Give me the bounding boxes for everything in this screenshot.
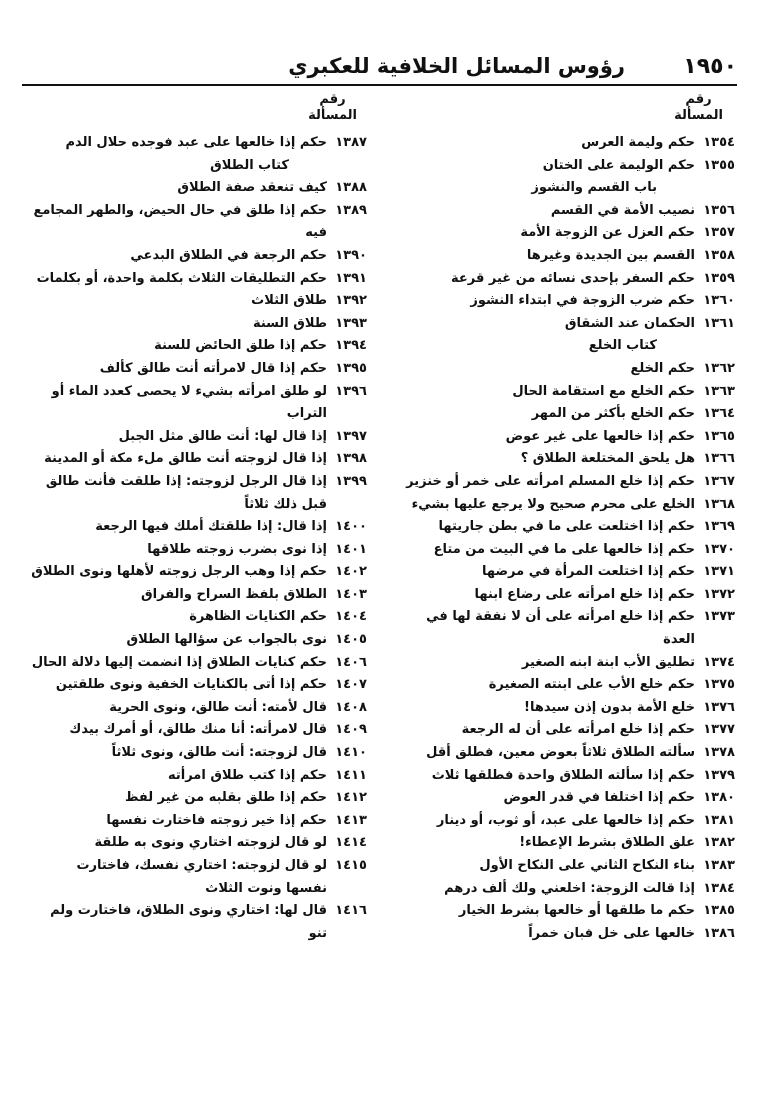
entry-number: ١٣٩٦: [335, 383, 367, 399]
entry-number: ١٣٨٥: [703, 903, 735, 919]
entry-text: كيف تنعقد صفة الطلاق: [177, 180, 327, 196]
index-entry: [399, 855, 735, 878]
index-entry: [31, 358, 367, 381]
index-entry: [31, 448, 367, 471]
entry-number: ١٣٥٧: [703, 225, 735, 241]
index-entry: [399, 539, 735, 562]
index-entry: [31, 539, 367, 562]
entry-number: ١٣٦٠: [703, 293, 735, 309]
entry-text: حكم التطليقات الثلاث بكلمة واحدة، أو بكلمات: [36, 270, 327, 286]
entry-text: حكم وليمة العرس: [581, 135, 695, 150]
entry-number: ١٤٠١: [335, 541, 367, 557]
entry-number: ١٣٨٨: [335, 180, 367, 196]
index-entry: [399, 403, 735, 426]
index-entry: [31, 787, 367, 810]
entry-number: ١٣٩٣: [335, 315, 367, 331]
index-entry: [399, 426, 735, 449]
entry-text: حكم الخلع: [630, 360, 695, 376]
index-entry: [31, 629, 367, 652]
index-entry: [399, 471, 735, 494]
entry-text: حكم إذا كتب طلاق امرأته: [168, 767, 327, 783]
index-entry: [399, 561, 735, 584]
left-column-header: [308, 92, 357, 124]
index-entry: [31, 674, 367, 697]
page-header: [22, 54, 737, 86]
index-entry: [31, 290, 367, 313]
index-column-right: [399, 132, 735, 945]
entry-text: حكم إذا خالعها على غير عوض: [505, 428, 695, 444]
index-entry: [399, 268, 735, 291]
entry-number: ١٣٧٥: [703, 677, 735, 693]
entry-text: خلع الأمة بدون إذن سيدها!: [524, 699, 695, 715]
entry-number: ١٣٩٨: [335, 451, 367, 467]
entry-text: بناء النكاح الثاني على النكاح الأول: [479, 858, 695, 873]
index-entry: [399, 832, 735, 855]
entry-number: ١٣٩٤: [335, 338, 367, 354]
entry-text: تطليق الأب ابنة ابنه الصغير: [521, 654, 695, 670]
entry-number: ١٤١٢: [335, 790, 367, 806]
entry-number: ١٤١٠: [335, 745, 367, 761]
index-entry: [399, 381, 735, 404]
entry-text: الحكمان عند الشقاق: [564, 315, 695, 331]
index-entry: [31, 132, 367, 155]
entry-number: ١٤١٥: [335, 858, 367, 873]
entry-text: سألته الطلاق ثلاثاً بعوض معين، فطلق أقل: [426, 745, 695, 761]
entry-number: ١٣٩٥: [335, 360, 367, 376]
entry-text: إذا قال لها: أنت طالق مثل الجبل: [118, 428, 327, 444]
entry-number: ١٤٠٤: [335, 609, 367, 625]
index-entry: [31, 832, 367, 855]
entry-number: ١٤١٣: [335, 812, 367, 828]
entry-text: نوى بالجواب عن سؤالها الطلاق: [126, 632, 327, 648]
entry-text: إذا قال الرجل لزوجته: إذا طلقت فأنت طالق قبل ذلك ثلاثاً: [45, 473, 327, 512]
entry-text: حكم إذا اختلعت على ما في بطن جاريتها: [438, 519, 695, 535]
index-entry: [399, 358, 735, 381]
entry-text: باب القسم والنشوز: [531, 180, 657, 196]
entry-number: ١٤٠٢: [335, 564, 367, 580]
entry-text: حكم كنايات الطلاق إذا انضمت إليها دلالة الحال: [31, 654, 327, 670]
entry-text: هل يلحق المختلعة الطلاق ؟: [520, 451, 695, 467]
entry-number: ١٣٦٢: [703, 360, 735, 376]
index-entry: [31, 177, 367, 200]
entry-text: قال لها: اختاري ونوى الطلاق، فاختارت ولم تنو: [50, 903, 327, 941]
entry-number: ١٤١١: [335, 767, 367, 783]
entry-text: حكم إذا خلع امرأته على أن له الرجعة: [461, 722, 695, 738]
index-entry: [399, 787, 735, 810]
index-entry: [399, 584, 735, 607]
entry-text: القسم بين الجديدة وغيرها: [526, 247, 695, 263]
entry-number: ١٣٦١: [703, 315, 735, 331]
entry-text: حكم إذا أتى بالكنايات الخفية ونوى طلقتين: [55, 677, 327, 693]
entry-number: ١٣٦٣: [703, 383, 735, 399]
page-number: ١٩٥٠: [683, 54, 737, 79]
index-entry: [399, 494, 735, 517]
entry-text: حكم إذا خلع امرأته على رضاع ابنها: [474, 586, 695, 602]
entry-number: ١٣٦٦: [703, 451, 735, 467]
entry-number: ١٣٩٧: [335, 428, 367, 444]
index-entry: [399, 606, 735, 651]
entry-text: حكم إذا خير زوجته فاختارت نفسها: [106, 812, 327, 828]
index-entry: [399, 245, 735, 268]
entry-text: حكم العزل عن الزوجة الأمة: [520, 225, 695, 241]
entry-text: حكم السفر بإحدى نسائه من غير قرعة: [451, 270, 695, 286]
entry-text: حكم إذا اختلعت المرأة في مرضها: [482, 564, 695, 580]
index-entry: [399, 200, 735, 223]
index-entry: [399, 810, 735, 833]
entry-text: حكم ما طلقها أو خالعها بشرط الخيار: [458, 903, 695, 919]
column-header-line2: المسألة: [308, 108, 357, 123]
entry-number: ١٤٠٩: [335, 722, 367, 738]
entry-text: حكم الخلع بأكثر من المهر: [531, 406, 695, 422]
entry-number: ١٣٨٤: [703, 880, 735, 896]
index-entry: [31, 313, 367, 336]
index-entry: [399, 290, 735, 313]
entry-number: ١٣٦٨: [703, 496, 735, 512]
section-heading: [399, 335, 735, 358]
index-column-left: [31, 132, 367, 945]
entry-number: ١٣٧٧: [703, 722, 735, 738]
entry-text: قال لامرأته: أنا منك طالق، أو أمرك بيدك: [69, 722, 327, 738]
entry-number: ١٣٧١: [703, 564, 735, 580]
entry-number: ١٤١٤: [335, 835, 367, 851]
index-entry: [31, 516, 367, 539]
entry-number: ١٣٥٥: [703, 157, 735, 173]
entry-text: حكم إذا طلق الحائض للسنة: [154, 338, 327, 354]
entry-text: كتاب الطلاق: [210, 157, 289, 173]
entry-text: لو قال لزوجته اختاري ونوى به طلقة: [94, 835, 327, 851]
entry-text: علق الطلاق بشرط الإعطاء!: [519, 835, 695, 851]
entry-text: حكم إذا طلق في حال الحيض، والطهر المجامع فيه: [33, 202, 327, 241]
column-header-line2: المسألة: [674, 108, 723, 123]
entry-number: ١٣٦٤: [703, 406, 735, 422]
entry-number: ١٣٩٩: [335, 473, 367, 489]
entry-number: ١٣٨٣: [703, 858, 735, 873]
entry-number: ١٣٧٨: [703, 745, 735, 761]
entry-text: حكم الكنايات الظاهرة: [189, 609, 327, 625]
index-entry: [31, 426, 367, 449]
entry-text: حكم إذا قال لامرأته أنت طالق كألف: [99, 360, 327, 376]
entry-number: ١٣٨٦: [703, 925, 735, 941]
entry-number: ١٤٠٨: [335, 699, 367, 715]
entry-number: ١٣٨٢: [703, 835, 735, 851]
index-entry: [399, 652, 735, 675]
entry-text: حكم إذا خالعها على عبد، أو ثوب، أو دينار: [436, 812, 695, 828]
entry-text: كتاب الخلع: [588, 338, 657, 354]
index-entry: [31, 268, 367, 291]
entry-text: الخلع على محرم صحيح ولا يرجع عليها بشيء: [411, 496, 695, 512]
header-rule: [22, 84, 737, 86]
entry-number: ١٣٦٧: [703, 473, 735, 489]
index-entry: [31, 335, 367, 358]
entry-text: قال لأمته: أنت طالق، ونوى الحرية: [109, 699, 327, 715]
index-entry: [31, 742, 367, 765]
entry-number: ١٤١٦: [335, 903, 367, 919]
index-entry: [399, 923, 735, 946]
index-entry: [31, 719, 367, 742]
entry-text: حكم إذا خالعها على عبد فوجده حلال الدم: [65, 135, 327, 150]
entry-number: ١٣٨٩: [335, 202, 367, 218]
index-entry: [31, 584, 367, 607]
entry-text: حكم الخلع مع استقامة الحال: [512, 383, 695, 399]
entry-text: حكم إذا خلع المسلم امرأته على خمر أو خنزير: [406, 473, 695, 489]
section-heading: [399, 177, 735, 200]
entry-number: ١٣٦٥: [703, 428, 735, 444]
entry-text: حكم إذا خالعها على ما في البيت من متاع: [433, 541, 695, 557]
entry-text: إذا قالت الزوجة: اخلعني ولك ألف درهم: [444, 880, 695, 896]
index-entry: [399, 132, 735, 155]
running-title: رؤوس المسائل الخلافية للعكبري: [288, 54, 625, 78]
index-entry: [399, 697, 735, 720]
index-entry: [399, 222, 735, 245]
index-entry: [31, 697, 367, 720]
entry-number: ١٣٥٦: [703, 202, 735, 218]
index-entry: [399, 155, 735, 178]
entry-number: ١٣٥٩: [703, 270, 735, 286]
entry-number: ١٣٨٠: [703, 790, 735, 806]
entry-number: ١٣٩١: [335, 270, 367, 286]
entry-number: ١٤٠٦: [335, 654, 367, 670]
entry-text: حكم إذا خلع امرأته على أن لا نفقة لها في العدة: [426, 609, 695, 648]
index-entry: [31, 855, 367, 900]
index-entry: [31, 765, 367, 788]
entry-number: ١٣٧٠: [703, 541, 735, 557]
entry-text: قال لزوجته: أنت طالق، ونوى ثلاثاً: [111, 745, 327, 761]
entry-number: ١٤٠٧: [335, 677, 367, 693]
index-entry: [31, 652, 367, 675]
entry-text: لو قال لزوجته: اختاري نفسك، فاختارت نفسها ونوت الثلاث: [76, 858, 327, 896]
index-entry: [399, 448, 735, 471]
entry-text: حكم إذا اختلفا في قدر العوض: [503, 790, 695, 806]
entry-text: لو طلق امرأته بشيء لا يحصى كعدد الماء أو التراب: [51, 383, 327, 422]
entry-text: حكم إذا وهب الرجل زوجته لأهلها ونوى الطلاق: [31, 564, 327, 580]
entry-number: ١٣٩٢: [335, 293, 367, 309]
column-header-line1: رقم: [319, 92, 346, 107]
entry-number: ١٣٦٩: [703, 519, 735, 535]
entry-text: إذا نوى بضرب زوجته طلاقها: [147, 541, 327, 557]
index-entry: [31, 606, 367, 629]
entry-text: حكم إذا سألته الطلاق واحدة فطلقها ثلاث: [431, 767, 695, 783]
entry-text: طلاق السنة: [252, 315, 327, 331]
index-entry: [31, 245, 367, 268]
entry-number: ١٣٧٤: [703, 654, 735, 670]
index-entry: [31, 200, 367, 245]
section-heading: [31, 155, 367, 178]
entry-number: ١٣٨١: [703, 812, 735, 828]
index-entry: [399, 719, 735, 742]
index-entry: [31, 900, 367, 945]
index-entry: [399, 878, 735, 901]
entry-number: ١٣٧٣: [703, 609, 735, 625]
entry-number: ١٣٩٠: [335, 247, 367, 263]
entry-text: طلاق الثلاث: [251, 293, 327, 309]
entry-text: حكم ضرب الزوجة في ابتداء النشوز: [470, 293, 695, 309]
entry-text: الطلاق بلفظ السراح والفراق: [141, 586, 327, 602]
right-column-header: [674, 92, 723, 124]
index-entry: [399, 765, 735, 788]
index-entry: [399, 900, 735, 923]
index-entry: [399, 674, 735, 697]
entry-text: خالعها على خل فبان خمراً: [528, 925, 695, 941]
entry-text: حكم الوليمة على الختان: [542, 157, 695, 173]
entry-number: ١٤٠٠: [335, 519, 367, 535]
index-entry: [399, 516, 735, 539]
index-entry: [399, 313, 735, 336]
entry-number: ١٣٧٩: [703, 767, 735, 783]
entry-text: إذا قال: إذا طلقتك أملك فيها الرجعة: [95, 519, 327, 535]
column-header-line1: رقم: [685, 92, 712, 107]
entry-text: حكم خلع الأب على ابنته الصغيرة: [488, 677, 695, 693]
entry-number: ١٣٧٦: [703, 699, 735, 715]
entry-number: ١٣٧٢: [703, 586, 735, 602]
entry-number: ١٣٥٤: [703, 135, 735, 150]
entry-number: ١٤٠٥: [335, 632, 367, 648]
entry-text: حكم الرجعة في الطلاق البدعي: [130, 247, 327, 263]
index-entry: [31, 810, 367, 833]
index-entry: [31, 381, 367, 426]
entry-number: ١٣٥٨: [703, 247, 735, 263]
index-entry: [31, 471, 367, 516]
index-entry: [399, 742, 735, 765]
entry-number: ١٤٠٣: [335, 586, 367, 602]
entry-text: إذا قال لزوجته أنت طالق ملء مكة أو المدينة: [44, 451, 327, 467]
entry-text: حكم إذا طلق بقلبه من غير لفظ: [124, 790, 327, 806]
entry-text: نصيب الأمة في القسم: [550, 202, 695, 218]
entry-number: ١٣٨٧: [335, 135, 367, 150]
index-entry: [31, 561, 367, 584]
